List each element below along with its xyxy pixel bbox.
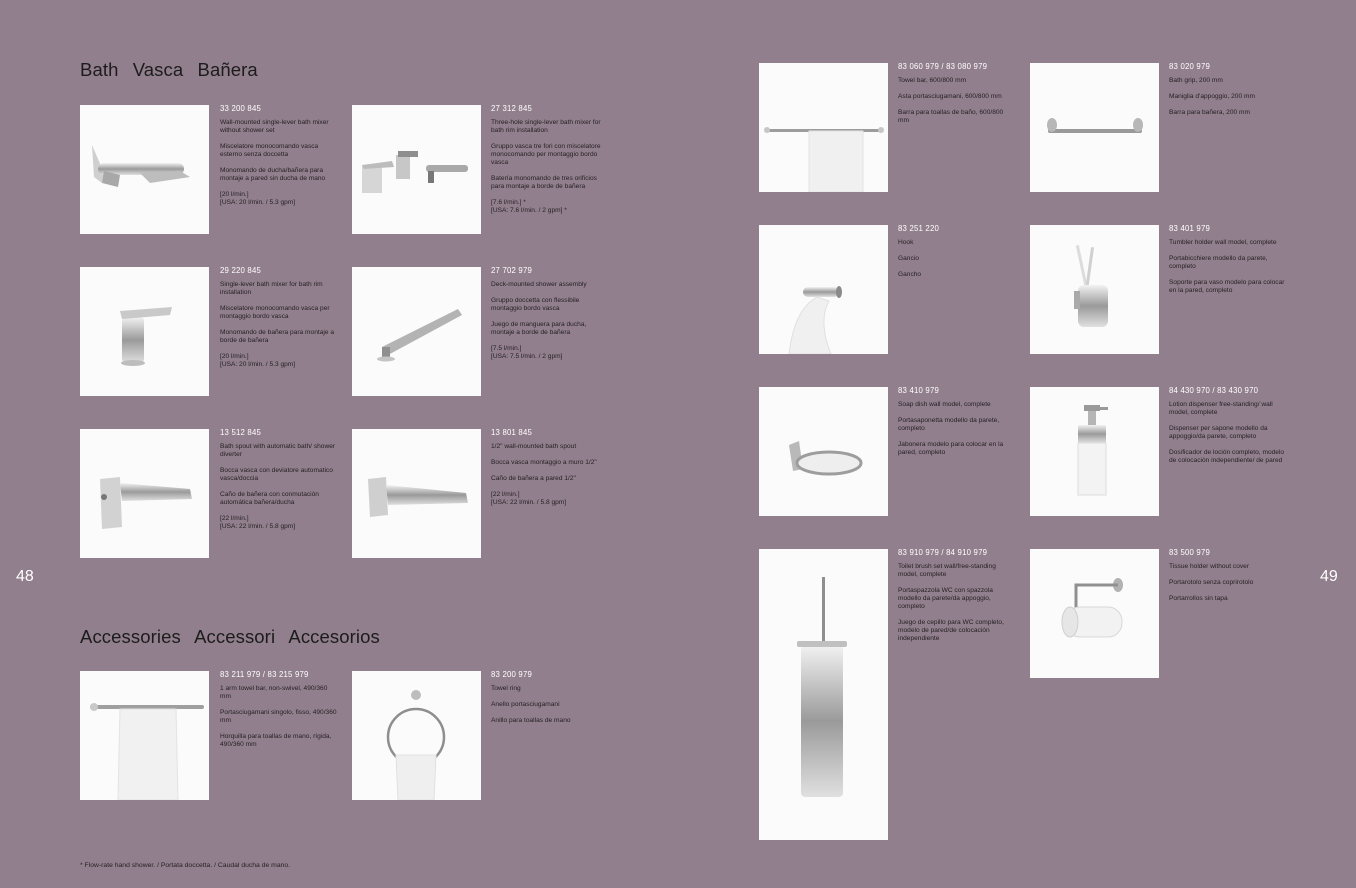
page-number-left: 48 xyxy=(16,568,34,585)
product-info: 27 702 979 Deck-mounted shower assembly Gruppo doccetta con flessibile montaggio bordo vasca Juego de manguera para ducha, montaje a borde de bañera [7.5 l/min.] [USA: 7.5 l/min. / 2 gpm] xyxy=(491,266,609,369)
product-photo-tumbler-holder xyxy=(1030,225,1159,354)
product-code: 83 020 979 xyxy=(1169,62,1211,71)
tumbler-holder-icon xyxy=(1030,225,1159,354)
product-code: 27 312 845 xyxy=(491,104,533,113)
product-code: 27 702 979 xyxy=(491,266,533,275)
product-info: 83 251 220 Hook Gancio Gancho xyxy=(898,224,1016,287)
product-code: 13 801 845 xyxy=(491,428,533,437)
product-photo-three-hole-mixer xyxy=(352,105,481,234)
towel-bar-icon xyxy=(80,671,209,800)
product-info: 83 410 979 Soap dish wall model, complete Portasaponetta modello da parete, completo Jabonera modelo para colocar en la pared, completo xyxy=(898,386,1016,465)
product-photo-wall-spout xyxy=(352,429,481,558)
tissue-holder-icon xyxy=(1030,549,1159,678)
product-info: 83 200 979 Towel ring Anello portasciugamani Anillo para toallas de mano xyxy=(491,670,609,733)
toilet-brush-icon xyxy=(759,549,888,840)
product-photo-deck-shower xyxy=(352,267,481,396)
product-photo-hook xyxy=(759,225,888,354)
product-photo-soap-dish xyxy=(759,387,888,516)
product-info: 83 060 979 / 83 080 979 Towel bar, 600/800 mm Asta portasciugamani, 600/800 mm Barra para toallas de baño, 600/800 mm xyxy=(898,62,1016,133)
product-photo-bath-grip xyxy=(1030,63,1159,192)
product-photo-towel-ring xyxy=(352,671,481,800)
rim-mixer-icon xyxy=(80,267,209,396)
product-code: 29 220 845 xyxy=(220,266,262,275)
product-info: 83 910 979 / 84 910 979 Toilet brush set wall/free-standing model, complete Portaspazzola WC con spazzola modello da parete/da appoggio, completo Juego de cepillo para WC completo, modelo de pared/de colocación independiente xyxy=(898,548,1016,651)
lotion-dispenser-icon xyxy=(1030,387,1159,516)
deck-shower-icon xyxy=(352,267,481,396)
product-code: 33 200 845 xyxy=(220,104,262,113)
product-code: 84 430 970 / 83 430 970 xyxy=(1169,386,1259,395)
bath-mixer-icon xyxy=(80,105,209,234)
product-photo-arm-towel-bar xyxy=(80,671,209,800)
product-code: 83 211 979 / 83 215 979 xyxy=(220,670,309,679)
product-code: 83 251 220 xyxy=(898,224,940,233)
page-number-right: 49 xyxy=(1320,568,1338,585)
product-code: 83 200 979 xyxy=(491,670,533,679)
product-info: 13 801 845 1/2" wall-mounted bath spout Bocca vasca montaggio a muro 1/2" Caño de bañera a pared 1/2" [22 l/min.] [USA: 22 l/min. / 5.8 gpm] xyxy=(491,428,609,515)
product-photo-wall-bath-mixer xyxy=(80,105,209,234)
product-info: 83 211 979 / 83 215 979 1 arm towel bar, non-swivel, 490/360 mm Portasciugamani singolo, fisso, 490/360 mm Horquilla para toallas de mano, rígida, 490/360 mm xyxy=(220,670,337,748)
product-info: 13 512 845 Bath spout with automatic bath/ shower diverter Bocca vasca con deviatore automatico vasca/doccia Caño de bañera con conmutación automática bañera/ducha [22 l/min.] [USA: 22 l/min. / 5.8 gpm] xyxy=(220,428,338,539)
accessories-heading: Accessories Accessori Accesorios xyxy=(80,626,380,647)
product-code: 83 410 979 xyxy=(898,386,940,395)
bath-heading: Bath Vasca Bañera xyxy=(80,59,258,80)
bath-spout-icon xyxy=(80,429,209,558)
product-photo-bath-spout-diverter xyxy=(80,429,209,558)
product-photo-rim-mixer xyxy=(80,267,209,396)
wall-spout-icon xyxy=(352,429,481,558)
product-info: 83 500 979 Tissue holder without cover Portarotolo senza coprirotolo Portarrollos sin tapa xyxy=(1169,548,1287,611)
product-info: 83 020 979 Bath grip, 200 mm Maniglia d'appoggio, 200 mm Barra para bañera, 200 mm xyxy=(1169,62,1287,125)
product-photo-towel-bar xyxy=(759,63,888,192)
bath-grip-icon xyxy=(1030,63,1159,192)
product-code: 83 401 979 xyxy=(1169,224,1211,233)
product-photo-toilet-brush xyxy=(759,549,888,840)
product-code: 13 512 845 xyxy=(220,428,262,437)
product-info: 27 312 845 Three-hole single-lever bath mixer for bath rim installation Gruppo vasca tre fori con miscelatore monocomando per montaggio bordo vasca Batería monomando de tres orificios para montaje a borde de bañera [7.6 l/min.] * [USA: 7.6 l/min. / 2 gpm] * xyxy=(491,104,609,223)
product-photo-lotion-dispenser xyxy=(1030,387,1159,516)
three-hole-mixer-icon xyxy=(352,105,481,234)
product-code: 83 910 979 / 84 910 979 xyxy=(898,548,988,557)
soap-dish-icon xyxy=(759,387,888,516)
product-code: 83 060 979 / 83 080 979 xyxy=(898,62,988,71)
product-info: 33 200 845 Wall-mounted single-lever bath mixer without shower set Miscelatore monocomando vasca esterno senza doccetta Monomando de ducha/bañera para montaje a pared sin ducha de mano [20 l/min.] [USA: 20 l/min. / 5.3 gpm] xyxy=(220,104,338,215)
product-info: 83 401 979 Tumbler holder wall model, complete Portabicchiere modello da parete, completo Soporte para vaso modelo para colocar en la pared, completo xyxy=(1169,224,1287,303)
footnote: * Flow-rate hand shower. / Portata doccetta. / Caudal ducha de mano. xyxy=(80,862,291,869)
product-info: 84 430 970 / 83 430 970 Lotion dispenser free-standing/ wall model, complete Dispenser per sapone modello da appoggio/da parete, completo Dosificador de loción completo, modelo de colocación independiente/ de pared xyxy=(1169,386,1287,473)
product-code: 83 500 979 xyxy=(1169,548,1211,557)
product-info: 29 220 845 Single-lever bath mixer for bath rim installation Miscelatore monocomando vasca per montaggio bordo vasca Monomando de bañera para montaje a borde de bañera [20 l/min.] [USA: 20 l/min. / 5.3 gpm] xyxy=(220,266,338,377)
towel-bar-long-icon xyxy=(759,63,888,192)
hook-icon xyxy=(759,225,888,354)
towel-ring-icon xyxy=(352,671,481,800)
product-photo-tissue-holder xyxy=(1030,549,1159,678)
